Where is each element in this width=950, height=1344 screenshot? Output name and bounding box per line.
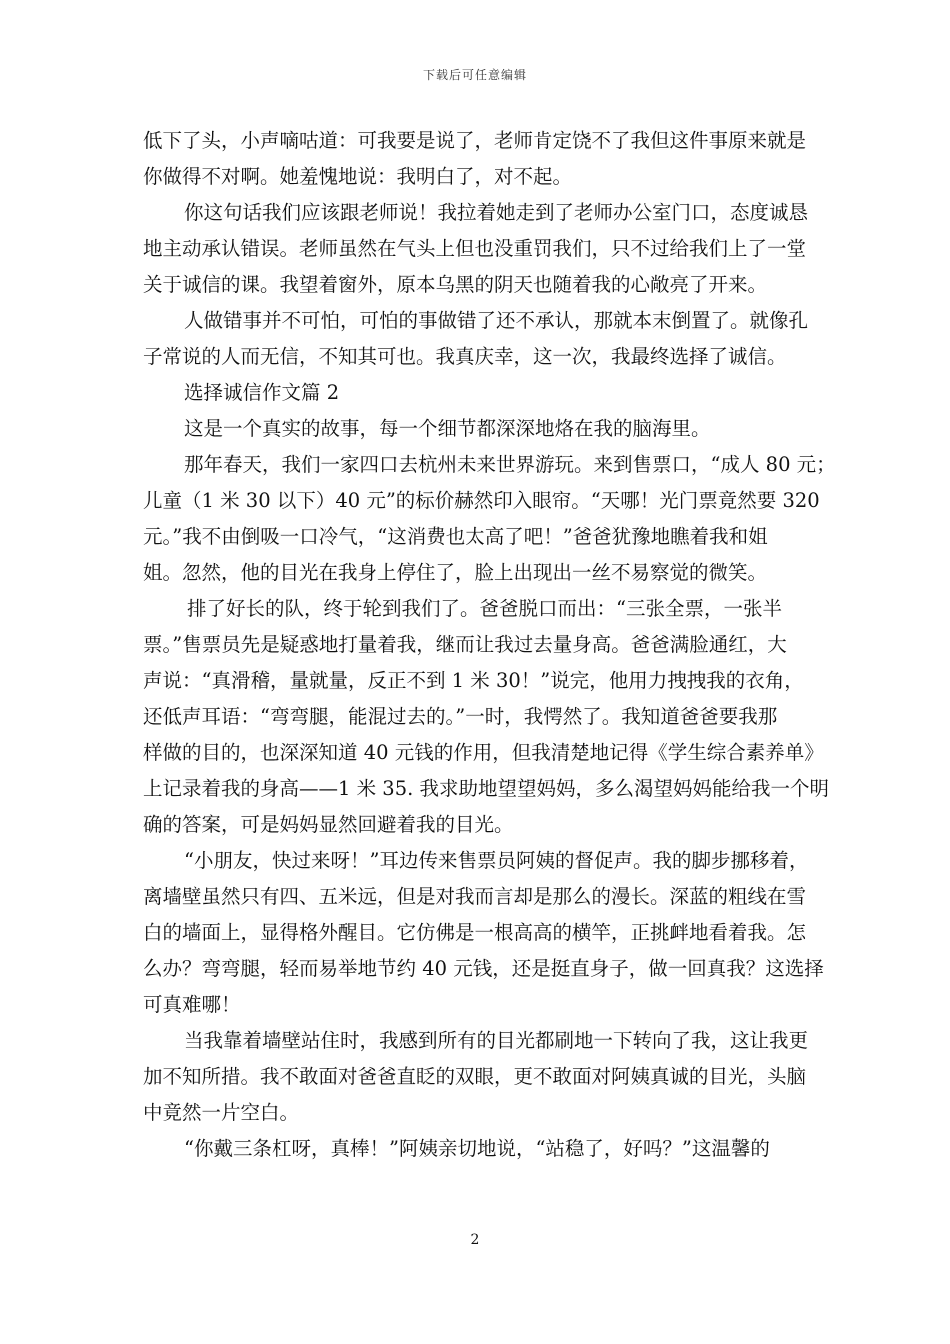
document-body — [143, 123, 836, 1167]
text-line: 中竟然一片空白。 — [143, 1101, 300, 1124]
text-line: 子常说的人而无信，不知其可也。我真庆幸，这一次，我最终选择了诚信。 — [143, 345, 787, 368]
text-line: 儿童（1 米 30 以下）40 元”的标价赫然印入眼帘。“天哪！光门票竟然要 320 — [143, 489, 820, 512]
text-line: 票。”售票员先是疑惑地打量着我，继而让我过去量身高。爸爸满脸通红，大 — [143, 633, 787, 656]
text-line: 低下了头，小声嘀咕道：可我要是说了，老师肯定饶不了我但这件事原来就是 — [143, 129, 807, 152]
text-line: 上记录着我的身高——1 米 35. 我求助地望望妈妈，多么渴望妈妈能给我一个明 — [143, 777, 830, 800]
text-line: 那年春天，我们一家四口去杭州未来世界游玩。来到售票口，“成人 80 元； — [184, 453, 836, 476]
text-line: 声说：“真滑稽，量就量，反正不到 1 米 30！”说完，他用力拽拽我的衣角， — [143, 669, 804, 692]
text-line: 白的墙面上，显得格外醒目。它仿佛是一根高高的横竿，正挑衅地看着我。怎 — [143, 921, 807, 944]
text-line: 排了好长的队，终于轮到我们了。爸爸脱口而出：“三张全票，一张半 — [187, 597, 782, 620]
text-line: 加不知所措。我不敢面对爸爸直眨的双眼，更不敢面对阿姨真诚的目光，头脑 — [143, 1065, 807, 1088]
text-line: 这是一个真实的故事，每一个细节都深深地烙在我的脑海里。 — [184, 417, 711, 440]
text-line: 么办？弯弯腿，轻而易举地节约 40 元钱，还是挺直身子，做一回真我？这选择 — [143, 957, 824, 980]
text-line: “小朋友，快过来呀！”耳边传来售票员阿姨的督促声。我的脚步挪移着， — [184, 849, 809, 872]
text-line: 姐。忽然，他的目光在我身上停住了，脸上出现出一丝不易察觉的微笑。 — [143, 561, 768, 584]
text-line: 还低声耳语：“弯弯腿，能混过去的。”一时，我愕然了。我知道爸爸要我那 — [143, 705, 778, 728]
text-line: “你戴三条杠呀，真棒！”阿姨亲切地说，“站稳了，好吗？”这温馨的 — [184, 1137, 770, 1160]
text-line: 地主动承认错误。老师虽然在气头上但也没重罚我们，只不过给我们上了一堂 — [143, 237, 807, 260]
text-line: 你这句话我们应该跟老师说！我拉着她走到了老师办公室门口，态度诚恳 — [184, 201, 809, 224]
text-line: 关于诚信的课。我望着窗外，原本乌黑的阴天也随着我的心敞亮了开来。 — [143, 273, 768, 296]
text-line: 选择诚信作文篇 2 — [184, 381, 340, 404]
text-line: 离墙壁虽然只有四、五米远，但是对我而言却是那么的漫长。深蓝的粗线在雪 — [143, 885, 807, 908]
text-line: 你做得不对啊。她羞愧地说：我明白了，对不起。 — [143, 165, 573, 188]
text-line: 元。”我不由倒吸一口冷气，“这消费也太高了吧！”爸爸犹豫地瞧着我和姐 — [143, 525, 768, 548]
text-line: 样做的目的，也深深知道 40 元钱的作用，但我清楚地记得《学生综合素养单》 — [143, 741, 824, 764]
text-line: 确的答案，可是妈妈显然回避着我的目光。 — [143, 813, 514, 836]
page-header: 下载后可任意编辑 — [422, 68, 527, 82]
text-line: 可真难哪！ — [143, 993, 241, 1016]
text-line: 当我靠着墙壁站住时，我感到所有的目光都刷地一下转向了我，这让我更 — [184, 1029, 809, 1052]
page-number: 2 — [470, 1232, 480, 1248]
text-line: 人做错事并不可怕，可怕的事做错了还不承认，那就本末倒置了。就像孔 — [184, 309, 809, 332]
